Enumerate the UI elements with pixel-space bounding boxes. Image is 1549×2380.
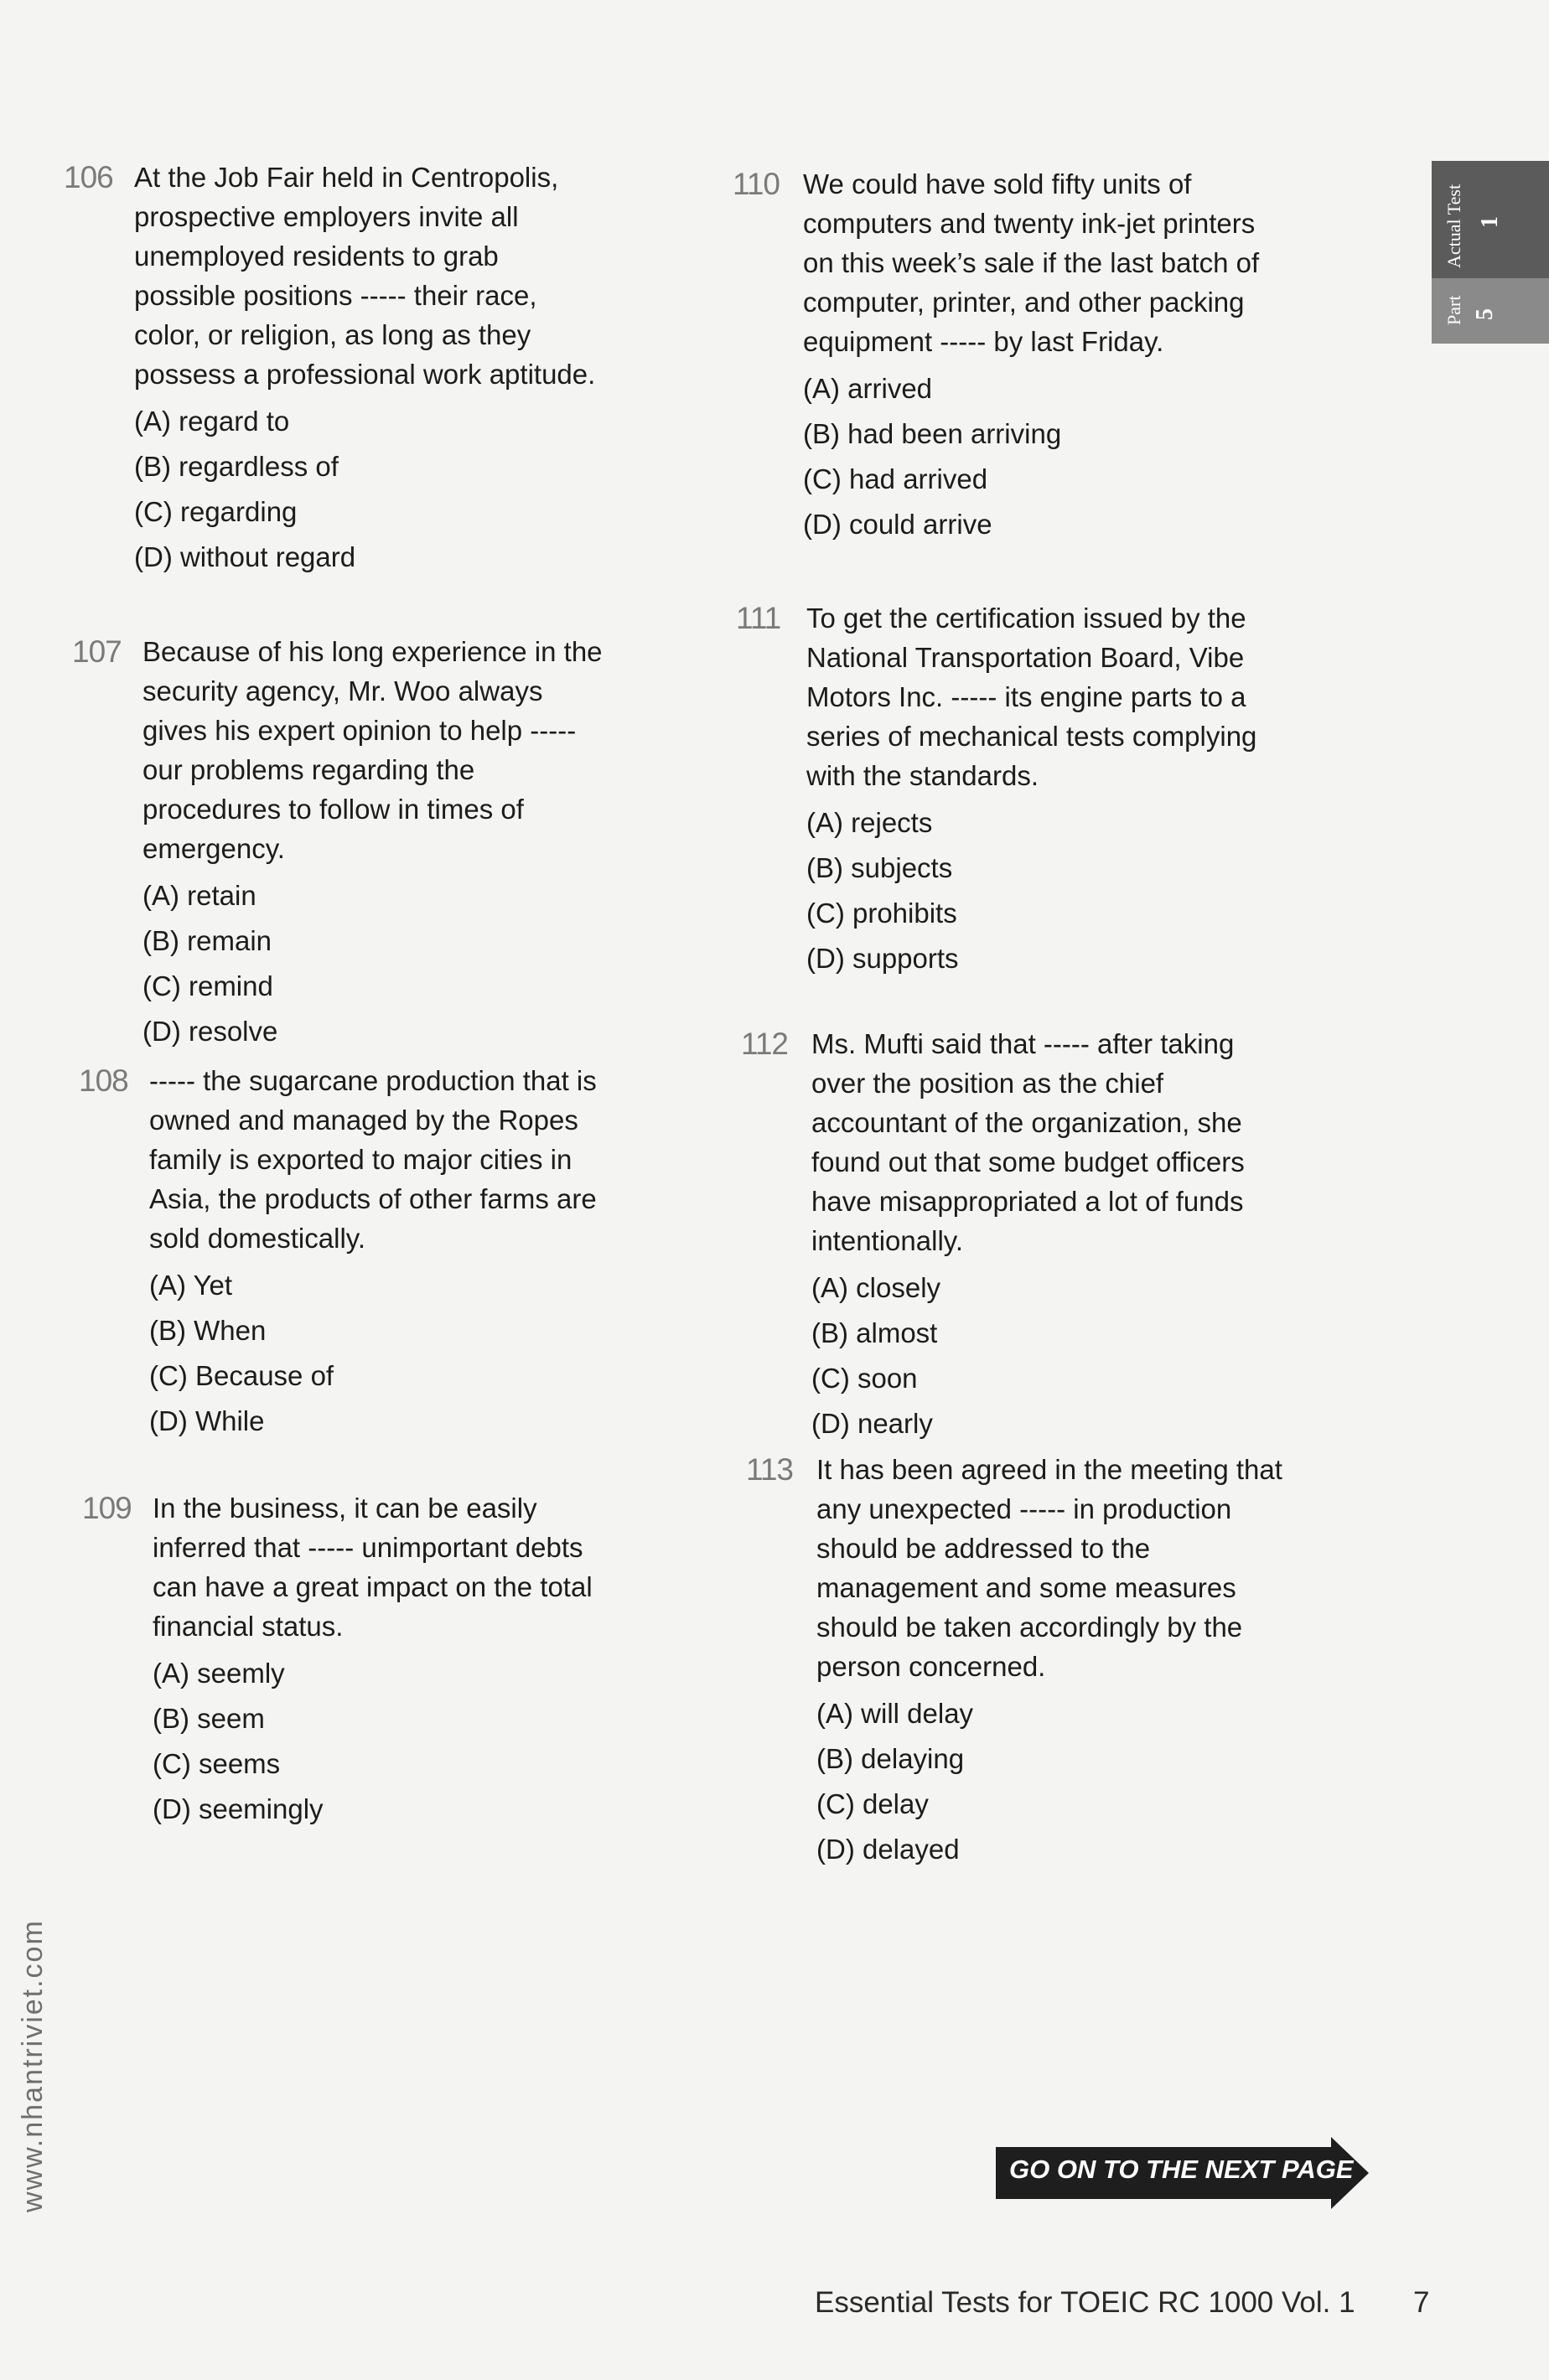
watermark-url: www.nhantriviet.com	[17, 1919, 49, 2212]
option-d[interactable]: (D) without regard	[134, 541, 356, 572]
question-stem: To get the certification issued by the National Transportation Board, Vibe Motors Inc. ----- its engine parts to a series of mechanical tests complying with the standards.	[806, 603, 1257, 791]
option-a[interactable]: (A) rejects	[806, 807, 933, 838]
question-number: 107	[72, 634, 122, 669]
option-c[interactable]: (C) soon	[811, 1363, 918, 1394]
option-a[interactable]: (A) closely	[811, 1272, 941, 1303]
question-number: 109	[82, 1491, 132, 1525]
part-number: 5	[1472, 308, 1498, 320]
option-b[interactable]: (B) regardless of	[134, 451, 339, 482]
option-d[interactable]: (D) could arrive	[803, 509, 992, 540]
option-b[interactable]: (B) delaying	[816, 1743, 965, 1774]
option-a[interactable]: (A) seemly	[153, 1658, 285, 1689]
question-stem: We could have sold fifty units of computers and twenty ink-jet printers on this week’s sale if the last batch of computer, printer, and other packing equipment ----- by last Friday.	[803, 168, 1260, 357]
option-c[interactable]: (C) remind	[142, 970, 273, 1001]
question-113	[746, 1450, 1282, 1872]
option-b[interactable]: (B) When	[149, 1315, 267, 1346]
option-d[interactable]: (D) seemingly	[153, 1793, 324, 1824]
question-number: 106	[64, 160, 113, 194]
option-a[interactable]: (A) will delay	[816, 1698, 974, 1729]
question-number: 110	[733, 167, 780, 201]
option-c[interactable]: (C) Because of	[149, 1360, 334, 1391]
question-106	[64, 158, 600, 580]
question-111	[736, 598, 1272, 981]
option-b[interactable]: (B) remain	[142, 925, 272, 956]
option-c[interactable]: (C) seems	[153, 1748, 281, 1779]
actual-test-label: Actual Test	[1443, 184, 1464, 268]
actual-test-tab	[1432, 161, 1549, 278]
footer-prefix: Essential Tests for	[815, 2286, 1061, 2319]
actual-test-number: 1	[1477, 216, 1503, 228]
option-b[interactable]: (B) had been arriving	[803, 418, 1062, 449]
option-b[interactable]: (B) subjects	[806, 852, 953, 883]
next-page-arrow[interactable]	[996, 2137, 1369, 2209]
question-stem: ----- the sugarcane production that is owned and managed by the Ropes family is exported to major cities in Asia, the products of other farms are sold domestically.	[149, 1065, 597, 1254]
question-stem: Because of his long experience in the security agency, Mr. Woo always gives his expert opinion to help ----- our problems regarding the procedures to follow in times of emergency.	[142, 636, 603, 864]
option-d[interactable]: (D) resolve	[142, 1016, 278, 1047]
question-stem: Ms. Mufti said that ----- after taking over the position as the chief accountant of the organization, she found out that some budget officers have misappropriated a lot of funds intentionally.	[811, 1028, 1245, 1256]
option-c[interactable]: (C) prohibits	[806, 898, 957, 929]
page-number: 7	[1413, 2286, 1430, 2319]
option-d[interactable]: (D) nearly	[811, 1408, 933, 1439]
question-stem: At the Job Fair held in Centropolis, prospective employers invite all unemployed residents to grab possible positions ----- their race, color, or religion, as long as they possess a professional work aptitude.	[134, 162, 596, 390]
option-c[interactable]: (C) had arrived	[803, 463, 988, 494]
option-c[interactable]: (C) delay	[816, 1788, 929, 1819]
question-number: 108	[79, 1063, 128, 1098]
footer-title: TOEIC RC 1000 Vol. 1	[1060, 2286, 1355, 2319]
question-108	[79, 1061, 615, 1444]
question-stem: It has been agreed in the meeting that any unexpected ----- in production should be addressed to the management and some measures should be taken accordingly by the person concerned.	[816, 1454, 1282, 1682]
question-number: 113	[746, 1452, 793, 1487]
option-b[interactable]: (B) almost	[811, 1317, 938, 1348]
option-d[interactable]: (D) supports	[806, 943, 959, 974]
section-tab	[1432, 161, 1549, 344]
option-b[interactable]: (B) seem	[153, 1703, 265, 1734]
option-d[interactable]: (D) While	[149, 1405, 265, 1436]
option-d[interactable]: (D) delayed	[816, 1834, 960, 1865]
option-a[interactable]: (A) retain	[142, 880, 256, 911]
next-page-label: GO ON TO THE NEXT PAGE	[1009, 2155, 1354, 2184]
question-number: 112	[741, 1027, 788, 1061]
option-c[interactable]: (C) regarding	[134, 496, 298, 527]
question-109	[82, 1488, 619, 1832]
part-label: Part	[1443, 295, 1464, 325]
option-a[interactable]: (A) arrived	[803, 373, 933, 404]
question-112	[741, 1024, 1277, 1446]
question-stem: In the business, it can be easily inferred that ----- unimportant debts can have a great impact on the total financial status.	[153, 1493, 593, 1642]
option-a[interactable]: (A) Yet	[149, 1270, 233, 1301]
option-a[interactable]: (A) regard to	[134, 406, 290, 437]
footer-book-title	[815, 2286, 1355, 2320]
question-107	[72, 632, 609, 1054]
question-110	[733, 164, 1269, 547]
question-number: 111	[736, 601, 781, 635]
